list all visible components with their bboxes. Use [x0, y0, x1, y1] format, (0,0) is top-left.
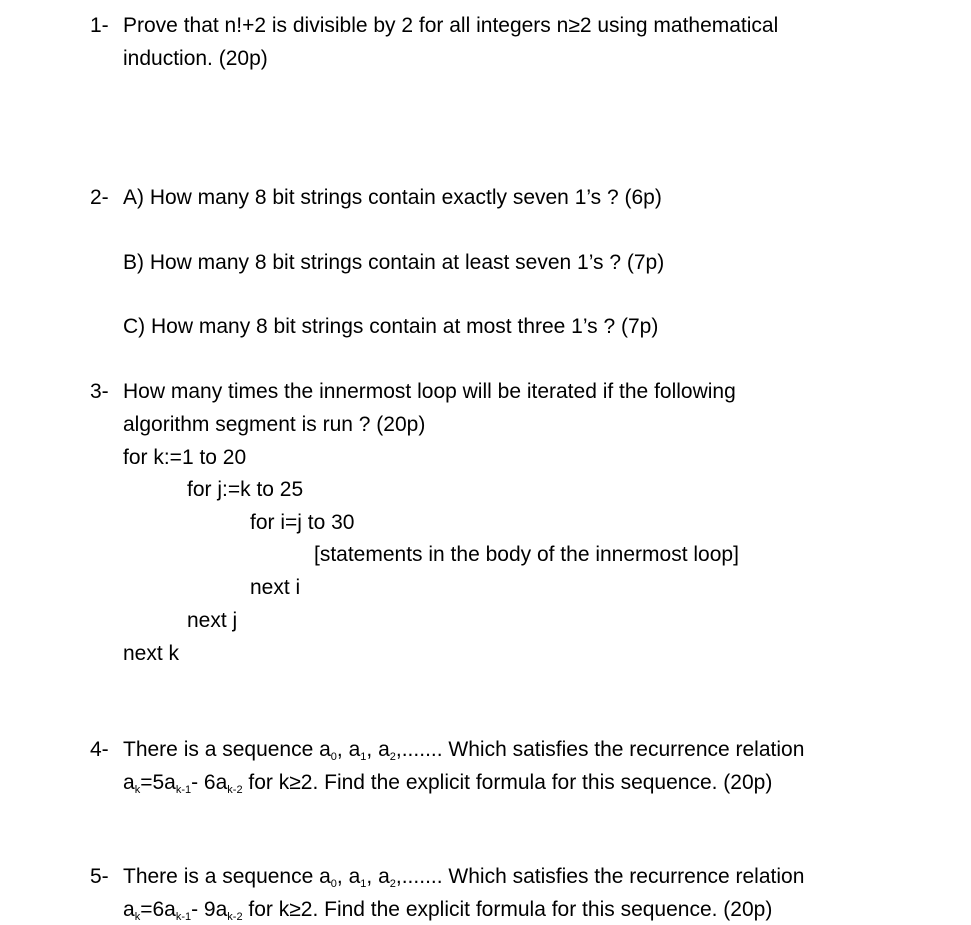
- q4-line-1-prefix: There is a sequence a: [123, 738, 331, 761]
- q2-part-c: C) How many 8 bit strings contain at most three 1’s ? (7p): [123, 315, 659, 338]
- q4-line-2: [123, 769, 772, 797]
- code-next-k: next k: [123, 642, 180, 665]
- q4-sub-k: k: [134, 784, 141, 796]
- q5-sub-k-minus-1: k-1: [175, 911, 192, 923]
- code-loop-body: [statements in the body of the innermost loop]: [314, 543, 739, 566]
- q4-sub-k-minus-1: k-1: [175, 784, 192, 796]
- q4-line-2-suffix: for k≥2. Find the explicit formula for this sequence. (20p): [242, 771, 773, 794]
- q4-eq-part-1: =5a: [140, 771, 176, 794]
- q5-line-1-prefix: There is a sequence a: [123, 865, 331, 888]
- q4-number: 4-: [90, 738, 109, 761]
- q4-line-1: [123, 736, 804, 764]
- code-for-i: for i=j to 30: [250, 511, 355, 534]
- q2-part-a: A) How many 8 bit strings contain exactly seven 1’s ? (6p): [123, 186, 662, 209]
- q2-part-b: B) How many 8 bit strings contain at least seven 1’s ? (7p): [123, 251, 665, 274]
- q1-number: 1-: [90, 14, 109, 37]
- q5-sub-k-minus-2: k-2: [227, 911, 243, 923]
- q4-eq-part-2: - 6a: [191, 771, 228, 794]
- q4-sep-1: , a: [336, 738, 361, 761]
- q3-line-2: algorithm segment is run ? (20p): [123, 413, 426, 436]
- q3-line-1: How many times the innermost loop will be iterated if the following: [123, 380, 736, 403]
- q4-term-a: a: [123, 771, 135, 794]
- q5-line-2-suffix: for k≥2. Find the explicit formula for this sequence. (20p): [242, 898, 773, 921]
- q5-sub-2: 2: [389, 878, 396, 890]
- q2-number: 2-: [90, 186, 109, 209]
- q4-sep-2: , a: [366, 738, 390, 761]
- q4-sub-0: 0: [330, 751, 337, 763]
- code-for-j: for j:=k to 25: [187, 478, 304, 501]
- q4-sub-k-minus-2: k-2: [227, 784, 243, 796]
- q5-eq-part-2: - 9a: [191, 898, 228, 921]
- q5-sub-0: 0: [330, 878, 337, 890]
- q5-sub-1: 1: [360, 878, 367, 890]
- q3-number: 3-: [90, 380, 109, 403]
- q5-sep-2: , a: [366, 865, 390, 888]
- q5-line-2: [123, 896, 772, 924]
- q4-line-1-suffix: ,....... Which satisfies the recurrence relation: [395, 738, 805, 761]
- q5-line-1: [123, 863, 804, 891]
- q5-number: 5-: [90, 865, 109, 888]
- q1-line-2: induction. (20p): [123, 47, 268, 70]
- q4-sub-1: 1: [360, 751, 367, 763]
- code-next-i: next i: [250, 576, 301, 599]
- code-for-k: for k:=1 to 20: [123, 446, 247, 469]
- q4-sub-2: 2: [389, 751, 396, 763]
- q5-line-1-suffix: ,....... Which satisfies the recurrence relation: [395, 865, 805, 888]
- q5-eq-part-1: =6a: [140, 898, 176, 921]
- q5-term-a: a: [123, 898, 135, 921]
- q5-sep-1: , a: [336, 865, 361, 888]
- q1-line-1: Prove that n!+2 is divisible by 2 for all integers n≥2 using mathematical: [123, 14, 779, 37]
- code-next-j: next j: [187, 609, 238, 632]
- q5-sub-k: k: [134, 911, 141, 923]
